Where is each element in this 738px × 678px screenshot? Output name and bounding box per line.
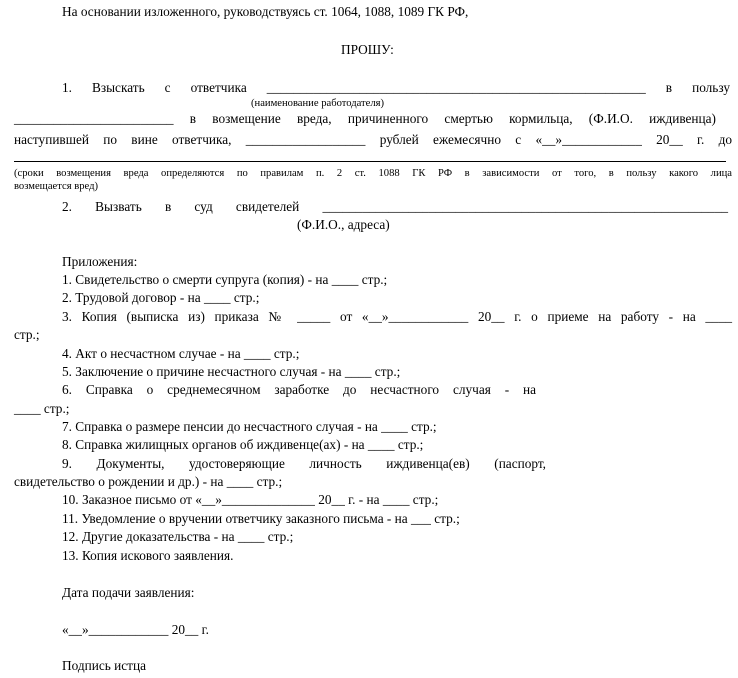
appendix-item: 2. Трудовой договор - на ____ стр.; [62,290,260,305]
appendix-item-continuation: ____ стр.; [14,401,70,416]
intro-text: На основании изложенного, руководствуясь ст. 1064, 1088, 1089 ГК РФ, [62,4,469,19]
request-heading: ПРОШУ: [341,42,394,57]
filing-date-value: «__»____________ 20__ г. [62,622,209,637]
witnesses-caption: (Ф.И.О., адреса) [297,217,390,232]
appendix-title: Приложения: [62,254,138,269]
appendix-item: 7. Справка о размере пенсии до несчастного случая - на ____ стр.; [62,419,437,434]
appendix-item-continuation: стр.; [14,327,40,342]
appendix-item: 12. Другие доказательства - на ____ стр.; [62,529,294,544]
appendix-item: 8. Справка жилищных органов об иждивенце(ах) - на ____ стр.; [62,437,424,452]
appendix-item-continuation: свидетельство о рождении и др.) - на ____ стр.; [14,474,283,489]
item2-line: 2. Вызвать в суд свидетелей _____________________________________________________________ [62,199,728,214]
filing-date-label: Дата подачи заявления: [62,585,195,600]
appendix-item: 3. Копия (выписка из) приказа № _____ от «__»____________ 20__ г. о приеме на работу - на ____ [62,309,732,324]
compensation-note: (сроки возмещения вреда определяются по правилам п. 2 ст. 1088 ГК РФ в зависимости от того, в пользу какого лица [14,168,732,179]
item1-line3: наступившей по вине ответчика, __________________ рублей ежемесячно с «__»____________ 20__ г. до [14,132,732,147]
appendix-item: 1. Свидетельство о смерти супруга (копия) - на ____ стр.; [62,272,388,287]
appendix-item: 11. Уведомление о вручении ответчику заказного письма - на ___ стр.; [62,511,460,526]
appendix-item: 5. Заключение о причине несчастного случая - на ____ стр.; [62,364,401,379]
item1-line1: 1. Взыскать с ответчика _________________________________________________________ в пользу [62,80,730,95]
full-width-blank-line [14,161,726,162]
appendix-item: 4. Акт о несчастном случае - на ____ стр.; [62,346,300,361]
plaintiff-signature-label: Подпись истца [62,658,147,673]
compensation-note-end: возмещается вред) [14,181,98,192]
item1-line2: ________________________ в возмещение вреда, причиненного смертью кормильца, (Ф.И.О. иждивенца) [14,111,716,126]
appendix-item: 6. Справка о среднемесячном заработке до несчастного случая - на [62,382,536,397]
employer-caption: (наименование работодателя) [251,98,385,109]
appendix-item: 13. Копия искового заявления. [62,548,234,563]
appendix-item: 9. Документы, удостоверяющие личность иждивенца(ев) (паспорт, [62,456,546,471]
appendix-item: 10. Заказное письмо от «__»______________ 20__ г. - на ____ стр.; [62,492,439,507]
